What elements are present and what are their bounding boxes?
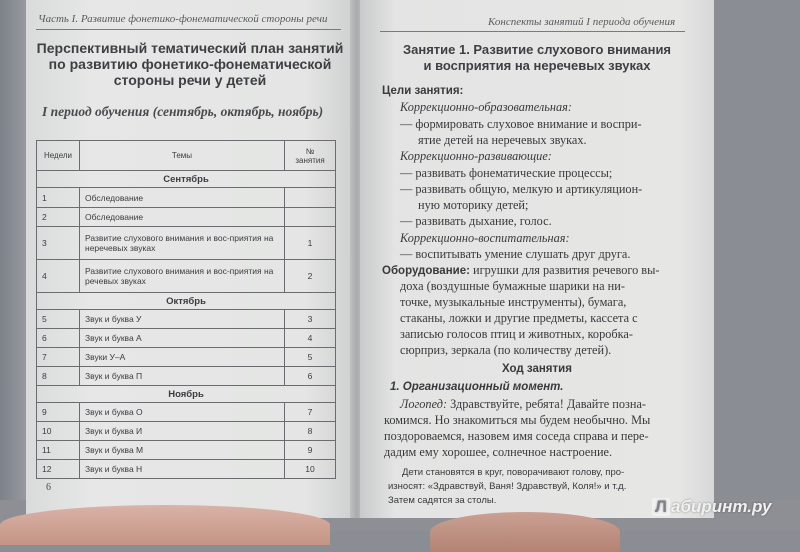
month-row: Ноябрь [37,386,336,403]
equipment-label: Оборудование: [382,265,470,277]
period-heading: I период обучения (сентябрь, октябрь, ноябрь) [42,104,324,119]
month-row: Октябрь [37,293,336,310]
table-row: 3 Развитие слухового внимания и вос-приятия на неречевых звуках 1 [37,227,336,260]
goals-heading: Цели занятия: [382,85,464,97]
finger-left [0,505,330,545]
text-line: доха (воздушные бумажные шарики на ни- [400,279,625,293]
month-row: Сентябрь [37,171,336,188]
table-row: 12 Звук и буква Н 10 [37,460,336,479]
text-line: записью голосов птиц и животных, коробка- [400,327,633,341]
lesson-progress-heading: Ход занятия [502,363,572,375]
table-row: 8 Звук и буква П 6 [37,367,336,386]
text-line: дадим ему хорошее, солнечное настроение. [384,445,613,459]
speech-text: Здравствуйте, ребята! Давайте позна- [447,397,647,411]
text-line: стаканы, ложки и другие предметы, кассета с [400,311,638,325]
text-line: ятие детей на неречевых звуках. [418,133,587,147]
watermark-logo [652,497,771,517]
text-line: — развивать дыхание, голос. [400,214,552,228]
right-head-rule [380,31,685,32]
lesson-title-line-1: Занятие 1. Развитие слухового внимания [402,42,672,57]
goal-category-upbringing: Коррекционно-воспитательная: [400,231,570,245]
left-page-title [26,40,354,88]
text-line: — воспитывать умение слушать друг друга. [400,247,631,261]
watermark-letter: Л [652,498,670,516]
watermark-text: абиринт.ру [671,497,772,516]
table-row: 1 Обследование [37,188,336,208]
lesson-plan-table [36,140,336,479]
instruction-line: износят: «Здравствуй, Ваня! Здравствуй, Коля!» и т.д. [388,481,627,492]
table-row: 10 Звук и буква И 8 [37,422,336,441]
table-row: 5 Звук и буква У 3 [37,310,336,329]
text-line: точке, музыкальные инструменты), бумага, [400,295,627,309]
speech-line [400,397,646,412]
right-page [360,0,714,518]
text-line: — формировать слуховое внимание и воспри- [400,117,642,131]
equipment-text: игрушки для развития речевого вы- [469,263,660,277]
lesson-title-line-2: и восприятия на неречевых звуках [423,58,651,73]
text-line: — развивать фонематические процессы; [400,166,613,180]
page-number: 6 [46,482,51,493]
left-page [26,0,354,518]
table-row: 11 Звук и буква М 9 [37,441,336,460]
table-row: 7 Звуки У–А 5 [37,348,336,367]
header-themes: Темы [80,141,285,171]
table-row: 4 Развитие слухового внимания и вос-приятия на речевых звуках 2 [37,260,336,293]
left-title-line-1: Перспективный тематический план занятий [36,40,344,56]
lesson-title [360,42,714,74]
instruction-line: Затем садятся за столы. [388,495,497,506]
text-line: сюрприз, зеркала (по количеству детей). [400,343,612,357]
goal-category-educational: Коррекционно-образовательная: [400,100,572,114]
left-title-line-2: по развитию фонетико-фонематической [48,56,332,72]
left-head-rule [36,29,341,30]
left-title-line-3: стороны речи у детей [113,72,267,88]
table-row: 6 Звук и буква А 4 [37,329,336,348]
header-lesson-number: № занятия [285,141,336,171]
section-organizational: 1. Организационный момент. [390,381,564,393]
table-header-row [37,141,336,171]
left-running-head: Часть I. Развитие фонетико-фонематической стороны речи [38,13,328,25]
table-row: 2 Обследование [37,208,336,227]
text-line: поздороваемся, назовем имя соседа справа и пере- [384,429,649,443]
table-row: 9 Звук и буква О 7 [37,403,336,422]
header-weeks: Недели [37,141,80,171]
right-running-head: Конспекты занятий I периода обучения [488,16,676,28]
goal-category-developmental: Коррекционно-развивающие: [400,149,552,163]
instruction-line: Дети становятся в круг, поворачивают голову, про- [402,467,625,478]
text-line: ную моторику детей; [418,198,529,212]
text-line: комимся. Но знакомиться мы будем необычно. Мы [384,413,651,427]
equipment-line [382,263,659,278]
speaker-label: Логопед: [400,397,448,411]
text-line: — развивать общую, мелкую и артикуляцион- [400,182,643,196]
finger-right [430,512,620,552]
